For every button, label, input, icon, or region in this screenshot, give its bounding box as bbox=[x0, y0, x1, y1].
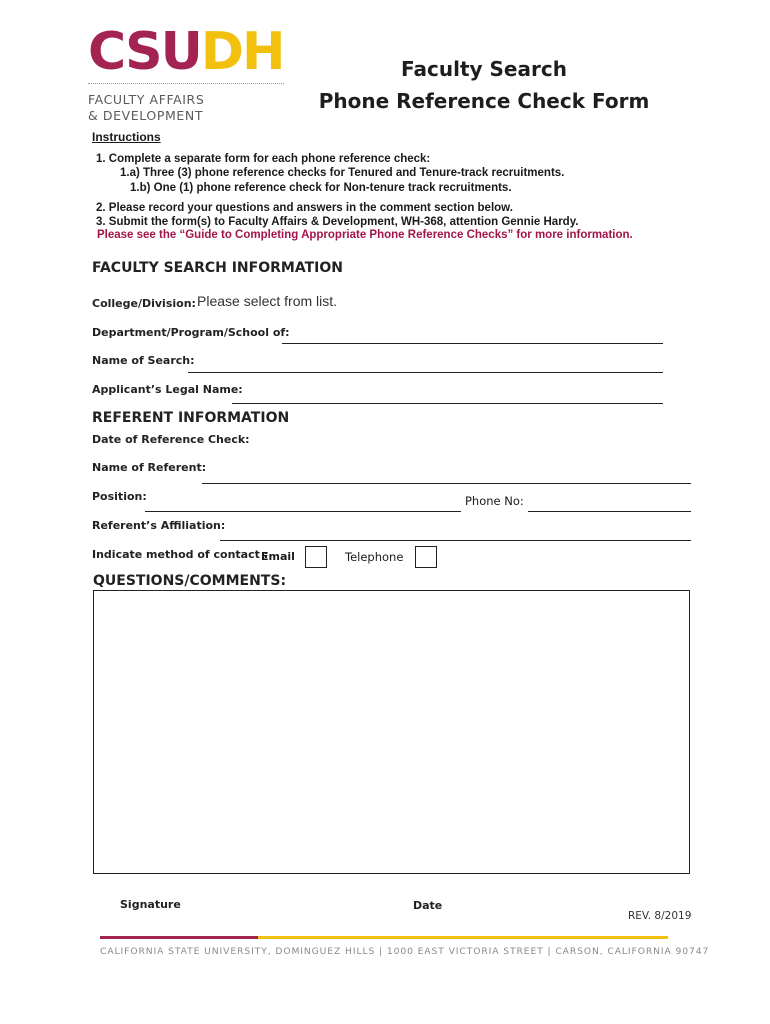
date-label: Date bbox=[413, 899, 443, 912]
logo-csu-text: CSU bbox=[88, 22, 201, 82]
referent-name-field[interactable] bbox=[202, 483, 691, 484]
footer-bar-maroon bbox=[100, 936, 258, 939]
instruction-item: 1. Complete a separate form for each phone reference check: bbox=[96, 153, 431, 165]
page-title-line2: Phone Reference Check Form bbox=[318, 89, 650, 113]
position-label: Position: bbox=[92, 490, 147, 503]
search-name-label: Name of Search: bbox=[92, 354, 195, 367]
department-field[interactable] bbox=[282, 343, 663, 344]
instructions-note: Please see the “Guide to Completing Appropriate Phone Reference Checks” for more information. bbox=[97, 229, 633, 241]
signature-field[interactable] bbox=[120, 914, 320, 930]
logo-divider bbox=[88, 83, 284, 84]
phone-field[interactable] bbox=[528, 511, 691, 512]
logo-dh-text: DH bbox=[200, 22, 284, 82]
instruction-item: 2. Please record your questions and answers in the comment section below. bbox=[96, 202, 513, 214]
reference-date-label: Date of Reference Check: bbox=[92, 433, 250, 446]
instructions-heading: Instructions bbox=[92, 130, 161, 144]
faculty-search-heading: FACULTY SEARCH INFORMATION bbox=[92, 260, 343, 276]
email-option-label: Email bbox=[261, 550, 295, 563]
telephone-checkbox[interactable] bbox=[415, 546, 437, 568]
footer-address: CALIFORNIA STATE UNIVERSITY, DOMINGUEZ HILLS | 1000 EAST VICTORIA STREET | CARSON, CALIFORNIA 90747 bbox=[100, 946, 710, 957]
phone-label: Phone No: bbox=[465, 494, 524, 508]
search-name-field[interactable] bbox=[188, 372, 663, 373]
date-field[interactable] bbox=[413, 914, 563, 930]
logo-subtitle-line1: FACULTY AFFAIRS bbox=[88, 92, 205, 107]
footer-bar-gold bbox=[258, 936, 668, 939]
department-label: Department/Program/School of: bbox=[92, 326, 290, 339]
instruction-item: 3. Submit the form(s) to Faculty Affairs & Development, WH-368, attention Gennie Hardy. bbox=[96, 216, 579, 228]
referent-name-label: Name of Referent: bbox=[92, 461, 207, 474]
page-title-line1: Faculty Search bbox=[401, 57, 567, 81]
affiliation-label: Referent’s Affiliation: bbox=[92, 519, 226, 532]
questions-heading: QUESTIONS/COMMENTS: bbox=[93, 573, 287, 589]
signature-label: Signature bbox=[120, 898, 181, 911]
instruction-item: 1.b) One (1) phone reference check for Non-tenure track recruitments. bbox=[130, 182, 512, 194]
email-checkbox[interactable] bbox=[305, 546, 327, 568]
affiliation-field[interactable] bbox=[220, 540, 691, 541]
college-select[interactable]: Please select from list. bbox=[197, 293, 338, 309]
applicant-name-label: Applicant’s Legal Name: bbox=[92, 383, 243, 396]
comments-textarea[interactable] bbox=[93, 590, 690, 874]
revision-note: REV. 8/2019 bbox=[628, 910, 692, 922]
college-label: College/Division: bbox=[92, 297, 196, 310]
telephone-option-label: Telephone bbox=[345, 550, 404, 564]
contact-method-label: Indicate method of contact : bbox=[92, 548, 269, 561]
applicant-name-field[interactable] bbox=[232, 403, 663, 404]
referent-heading: REFERENT INFORMATION bbox=[92, 410, 290, 426]
reference-date-field[interactable] bbox=[240, 428, 440, 448]
logo-subtitle-line2: & DEVELOPMENT bbox=[88, 108, 204, 123]
csudh-logo bbox=[88, 22, 284, 82]
instruction-item: 1.a) Three (3) phone reference checks for Tenured and Tenure-track recruitments. bbox=[120, 167, 565, 179]
position-field[interactable] bbox=[145, 511, 461, 512]
